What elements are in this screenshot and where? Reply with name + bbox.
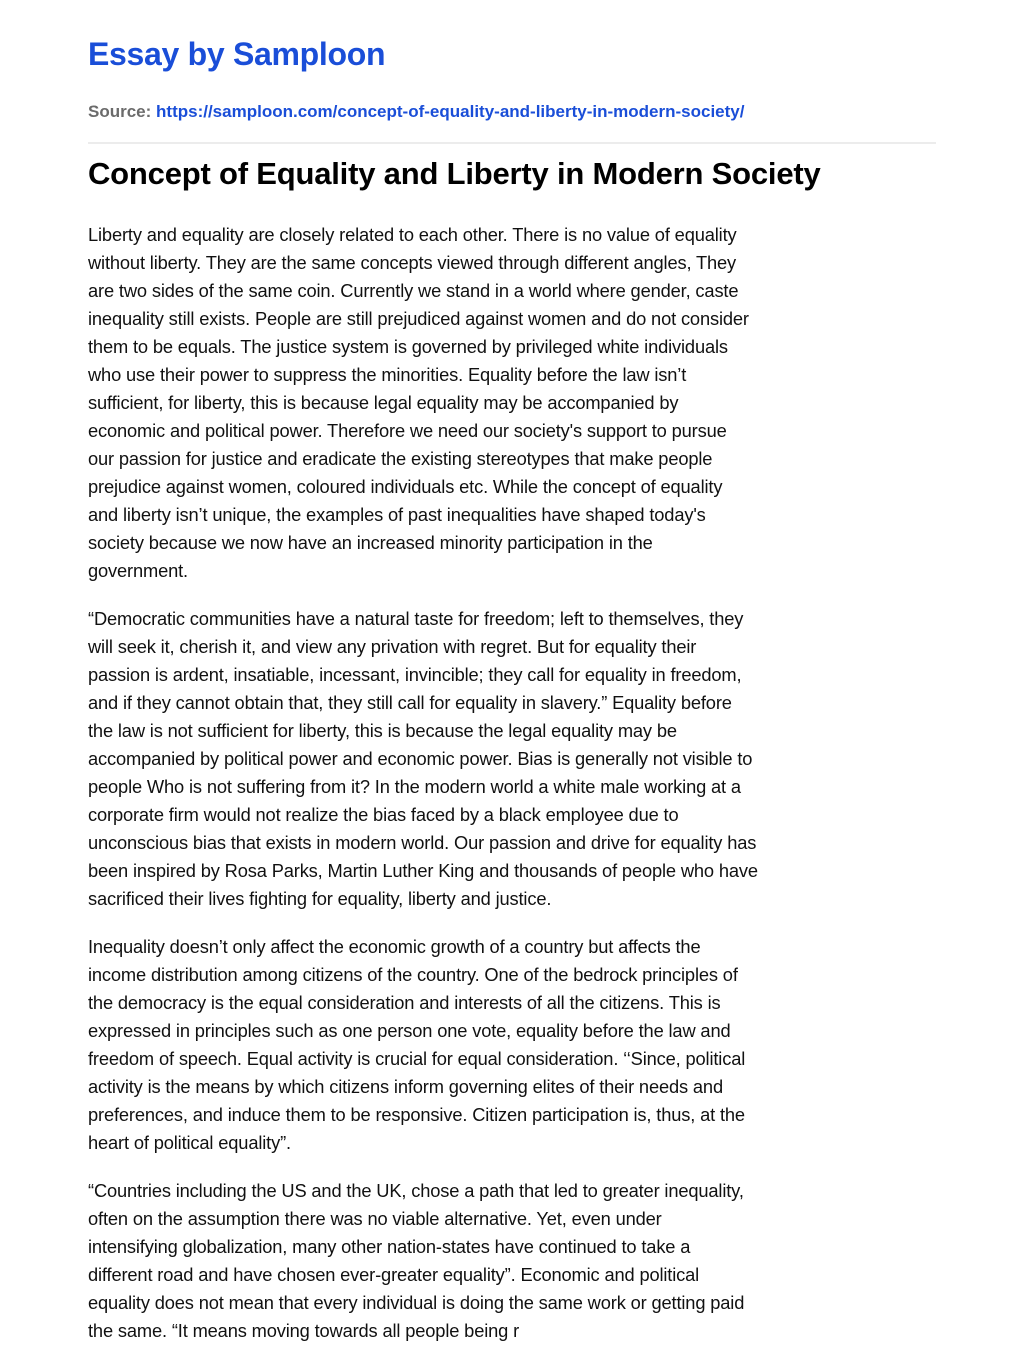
article-title: Concept of Equality and Liberty in Modern Society <box>88 156 821 191</box>
paragraph-line: unconscious bias that exists in modern world. Our passion and drive for equality has <box>88 832 757 853</box>
paragraph-line: sacrificed their lives fighting for equality, liberty and justice. <box>88 888 552 909</box>
paragraph-line: the law is not sufficient for liberty, this is because the legal equality may be <box>88 720 677 741</box>
paragraph-line: different road and have chosen ever-greater equality”. Economic and political <box>88 1264 700 1285</box>
paragraph-line: equality does not mean that every individual is doing the same work or getting paid <box>88 1292 745 1313</box>
article-body <box>88 221 938 1365</box>
paragraph-line: “Countries including the US and the UK, chose a path that led to greater inequality, <box>88 1180 744 1201</box>
paragraph-line: income distribution among citizens of the country. One of the bedrock principles of <box>88 964 738 985</box>
paragraph-line: people Who is not suffering from it? In the modern world a white male working at a <box>88 776 741 797</box>
article-paragraph <box>88 1177 938 1345</box>
source-link[interactable]: https://samploon.com/concept-of-equality-and-liberty-in-modern-society/ <box>156 102 745 121</box>
paragraph-line: accompanied by political power and economic power. Bias is generally not visible to <box>88 748 753 769</box>
paragraph-line: Inequality doesn’t only affect the economic growth of a country but affects the <box>88 936 701 957</box>
paragraph-line: heart of political equality”. <box>88 1132 291 1153</box>
article-paragraph <box>88 605 938 913</box>
paragraph-line: them to be equals. The justice system is governed by privileged white individuals <box>88 336 728 357</box>
paragraph-line: prejudice against women, coloured individuals etc. While the concept of equality <box>88 476 723 497</box>
paragraph-line: the democracy is the equal consideration and interests of all the citizens. This is <box>88 992 721 1013</box>
paragraph-line: without liberty. They are the same concepts viewed through different angles, They <box>88 252 737 273</box>
paragraph-line: freedom of speech. Equal activity is crucial for equal consideration. ‘‘Since, political <box>88 1048 746 1069</box>
paragraph-line: and if they cannot obtain that, they still call for equality in slavery.” Equality before <box>88 692 732 713</box>
source-line <box>88 102 744 122</box>
paragraph-line: and liberty isn’t unique, the examples of past inequalities have shaped today's <box>88 504 706 525</box>
paragraph-line: who use their power to suppress the minorities. Equality before the law isn’t <box>88 364 687 385</box>
paragraph-line: activity is the means by which citizens inform governing elites of their needs and <box>88 1076 723 1097</box>
paragraph-line: are two sides of the same coin. Currently we stand in a world where gender, caste <box>88 280 739 301</box>
header-divider <box>88 142 936 144</box>
site-brand-title: Essay by Samploon <box>88 36 386 72</box>
paragraph-line: “Democratic communities have a natural taste for freedom; left to themselves, they <box>88 608 744 629</box>
paragraph-line: intensifying globalization, many other nation-states have continued to take a <box>88 1236 691 1257</box>
paragraph-line: been inspired by Rosa Parks, Martin Luther King and thousands of people who have <box>88 860 758 881</box>
paragraph-line: sufficient, for liberty, this is because legal equality may be accompanied by <box>88 392 679 413</box>
paragraph-line: government. <box>88 560 188 581</box>
paragraph-line: preferences, and induce them to be responsive. Citizen participation is, thus, at the <box>88 1104 745 1125</box>
paragraph-line: society because we now have an increased minority participation in the <box>88 532 653 553</box>
paragraph-line: corporate firm would not realize the bias faced by a black employee due to <box>88 804 679 825</box>
paragraph-line: expressed in principles such as one person one vote, equality before the law and <box>88 1020 731 1041</box>
paragraph-line: the same. “It means moving towards all people being r <box>88 1320 520 1341</box>
article-paragraph <box>88 221 938 585</box>
source-label: Source: <box>88 102 152 121</box>
paragraph-line: Liberty and equality are closely related to each other. There is no value of equality <box>88 224 737 245</box>
article-paragraph <box>88 933 938 1157</box>
paragraph-line: passion is ardent, insatiable, incessant, invincible; they call for equality in freedom, <box>88 664 742 685</box>
paragraph-line: our passion for justice and eradicate the existing stereotypes that make people <box>88 448 713 469</box>
paragraph-line: often on the assumption there was no viable alternative. Yet, even under <box>88 1208 662 1229</box>
paragraph-line: economic and political power. Therefore we need our society's support to pursue <box>88 420 727 441</box>
paragraph-line: inequality still exists. People are still prejudiced against women and do not consider <box>88 308 749 329</box>
paragraph-line: will seek it, cherish it, and view any privation with regret. But for equality their <box>88 636 697 657</box>
